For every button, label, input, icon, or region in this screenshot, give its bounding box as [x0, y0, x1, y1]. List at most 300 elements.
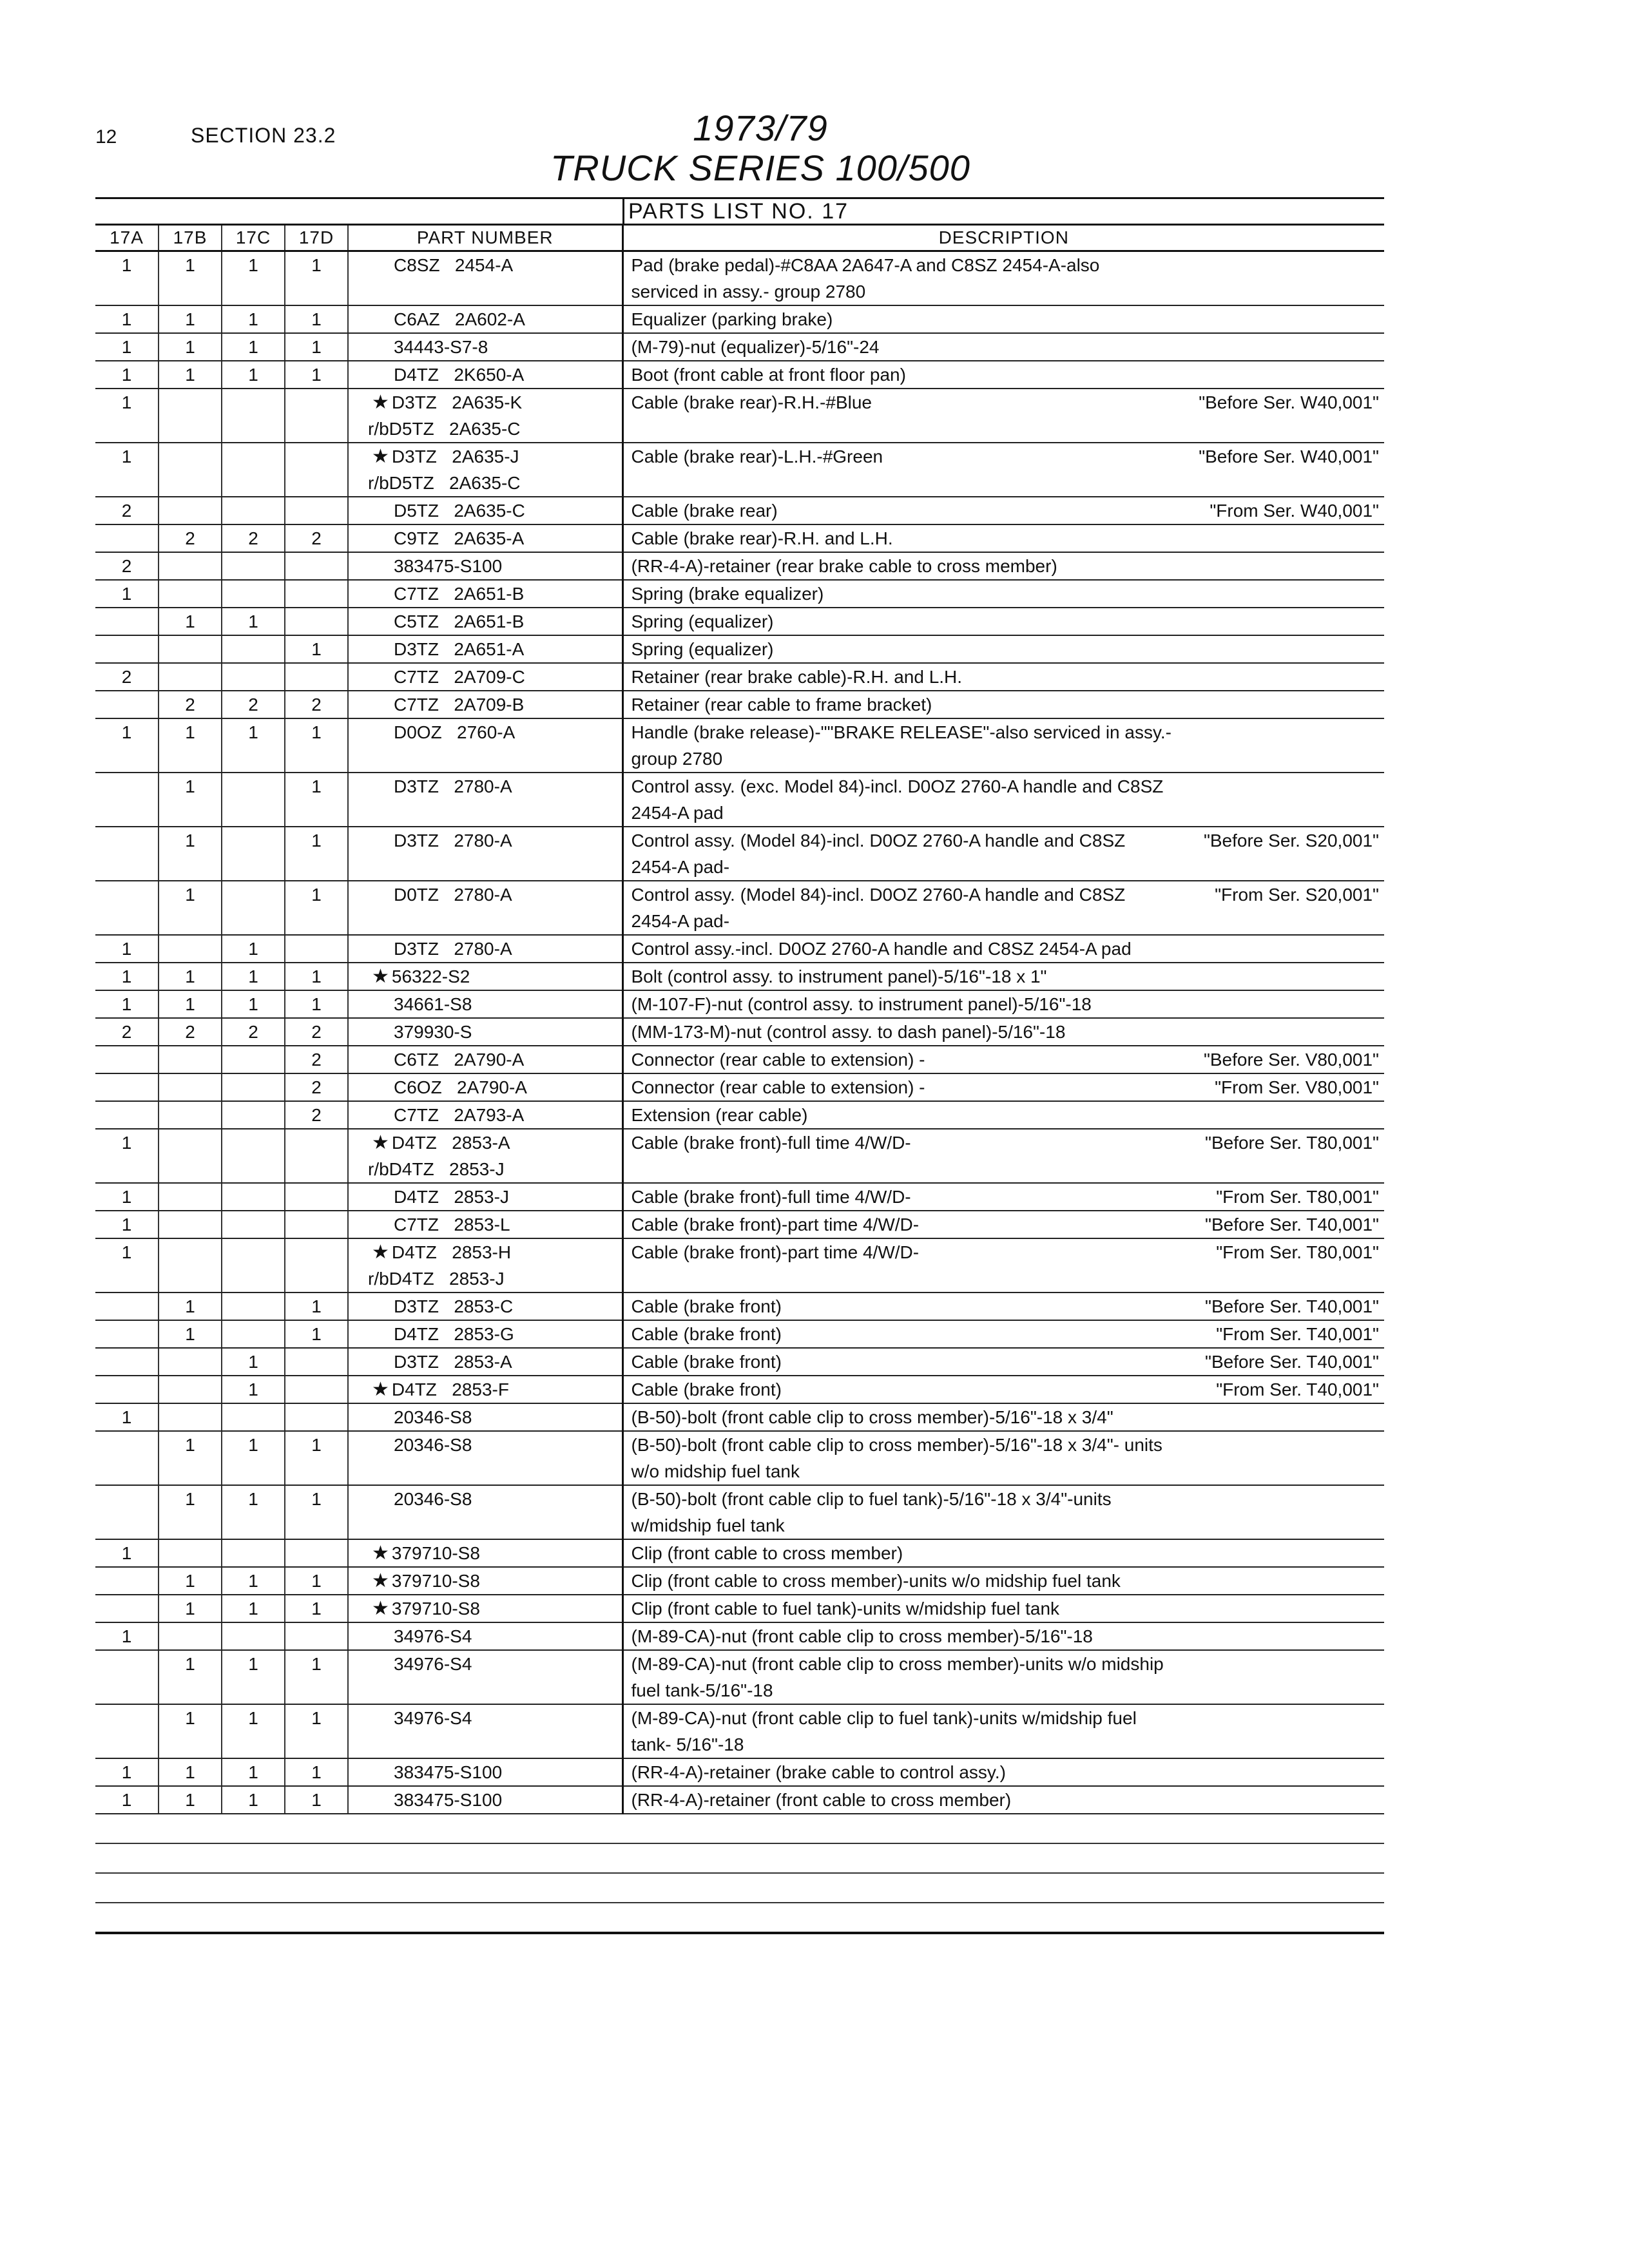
serial-note: "From Ser. T80,001": [1216, 1187, 1379, 1207]
quantity-cell: [222, 443, 285, 497]
part-number-cell: [348, 1622, 622, 1650]
table-row: [95, 1595, 1384, 1622]
description-cell: [622, 1018, 1384, 1046]
quantity-cell: 1: [285, 251, 348, 306]
description-text: (RR-4-A)-retainer (brake cable to control assy.): [631, 1762, 1006, 1782]
quantity-cell: [95, 1704, 159, 1758]
description-cell: [622, 1704, 1384, 1758]
quantity-cell: 1: [95, 963, 159, 990]
table-row: [95, 1211, 1384, 1238]
blank-rule: [95, 1814, 1384, 1844]
description-text: Control assy.-incl. D0OZ 2760-A handle and C8SZ 2454-A pad: [631, 939, 1132, 959]
quantity-cell: [222, 1129, 285, 1183]
serial-note: "Before Ser. T80,001": [1205, 1133, 1379, 1153]
part-number: D4TZ 2853-A: [391, 1133, 510, 1153]
description-text: Cable (brake rear): [631, 501, 778, 521]
description-cell: [622, 1403, 1384, 1431]
part-number-cell: [348, 1403, 622, 1431]
quantity-cell: 1: [222, 1704, 285, 1758]
quantity-cell: 1: [159, 333, 222, 361]
quantity-cell: [285, 935, 348, 963]
quantity-cell: 1: [222, 1485, 285, 1539]
part-number-cell: [348, 497, 622, 524]
quantity-cell: 2: [222, 691, 285, 718]
part-number: D4TZ 2853-J: [394, 1187, 509, 1207]
part-number-cell: [348, 881, 622, 935]
description-cell: [622, 663, 1384, 691]
quantity-cell: 1: [222, 718, 285, 773]
description-text: (M-107-F)-nut (control assy. to instrument panel)-5/16"-18: [631, 994, 1092, 1014]
description-text: Cable (brake front)-full time 4/W/D-: [631, 1133, 911, 1153]
part-number-cell: [348, 552, 622, 580]
description-text: (MM-173-M)-nut (control assy. to dash panel)-5/16"-18: [631, 1022, 1066, 1042]
description-text: Extension (rear cable): [631, 1105, 808, 1125]
quantity-cell: 1: [285, 881, 348, 935]
quantity-cell: [95, 1101, 159, 1129]
quantity-cell: [222, 1238, 285, 1293]
quantity-cell: [285, 663, 348, 691]
quantity-cell: 1: [159, 773, 222, 827]
part-number: D3TZ 2A635-J: [391, 447, 519, 466]
quantity-cell: 1: [95, 1539, 159, 1567]
part-number-cell: [348, 524, 622, 552]
serial-note: "From Ser. W40,001": [1210, 501, 1379, 521]
quantity-cell: 1: [159, 1567, 222, 1595]
table-row: [95, 1129, 1384, 1183]
quantity-cell: 2: [159, 1018, 222, 1046]
part-number: C9TZ 2A635-A: [394, 528, 525, 548]
section-label: SECTION 23.2: [191, 124, 336, 147]
quantity-cell: 2: [95, 1018, 159, 1046]
part-number: 383475-S100: [394, 1762, 503, 1782]
serial-note: "From Ser. V80,001": [1215, 1077, 1379, 1097]
description-text: Equalizer (parking brake): [631, 309, 833, 329]
table-row: [95, 1622, 1384, 1650]
quantity-cell: [222, 580, 285, 608]
part-number-cell: [348, 1786, 622, 1814]
table-row: [95, 389, 1384, 443]
table-row: [95, 718, 1384, 773]
quantity-cell: 1: [285, 1485, 348, 1539]
part-number: D4TZ 2853-G: [394, 1324, 514, 1344]
quantity-cell: 1: [159, 361, 222, 389]
part-number-cell: [348, 1183, 622, 1211]
description-text: Connector (rear cable to extension) -: [631, 1077, 925, 1097]
quantity-cell: 1: [95, 935, 159, 963]
quantity-cell: [222, 1539, 285, 1567]
table-row: [95, 552, 1384, 580]
part-number: C7TZ 2853-L: [394, 1215, 510, 1235]
quantity-cell: [222, 1073, 285, 1101]
serial-note: "Before Ser. V80,001": [1203, 1050, 1379, 1070]
quantity-cell: [222, 663, 285, 691]
quantity-cell: [159, 1238, 222, 1293]
table-row: [95, 1567, 1384, 1595]
table-row: [95, 1704, 1384, 1758]
part-number-cell: [348, 773, 622, 827]
quantity-cell: 1: [159, 1431, 222, 1485]
quantity-cell: [285, 1403, 348, 1431]
description-text: Control assy. (Model 84)-incl. D0OZ 2760-A handle and C8SZ 2454-A pad-: [631, 831, 1126, 877]
star-icon: ★: [372, 1570, 389, 1591]
quantity-cell: [222, 1622, 285, 1650]
serial-note: "From Ser. S20,001": [1215, 885, 1379, 905]
quantity-cell: 2: [222, 1018, 285, 1046]
quantity-cell: [159, 497, 222, 524]
description-cell: [622, 361, 1384, 389]
part-number: 20346-S8: [394, 1407, 472, 1427]
table-row: [95, 827, 1384, 881]
part-number: D4TZ 2853-H: [391, 1242, 512, 1262]
description-cell: [622, 1238, 1384, 1293]
description-cell: [622, 1073, 1384, 1101]
description-cell: [622, 1046, 1384, 1073]
part-number: D5TZ 2A635-C: [394, 501, 525, 521]
description-text: Cable (brake front): [631, 1324, 782, 1344]
quantity-cell: 2: [95, 552, 159, 580]
column-header: DESCRIPTION: [622, 225, 1384, 251]
part-number: C6TZ 2A790-A: [394, 1050, 525, 1070]
quantity-cell: 2: [222, 524, 285, 552]
description-cell: [622, 1320, 1384, 1348]
quantity-cell: 2: [285, 1046, 348, 1073]
part-number: D3TZ 2A635-K: [391, 392, 523, 412]
quantity-cell: [159, 935, 222, 963]
part-number-cell: [348, 1539, 622, 1567]
quantity-cell: [159, 1129, 222, 1183]
star-icon: ★: [372, 1379, 389, 1400]
part-number: D3TZ 2853-C: [394, 1296, 514, 1316]
quantity-cell: 1: [222, 251, 285, 306]
serial-note: "From Ser. T40,001": [1216, 1324, 1379, 1344]
description-cell: [622, 881, 1384, 935]
part-number: 383475-S100: [394, 556, 503, 576]
quantity-cell: [222, 1211, 285, 1238]
description-cell: [622, 1431, 1384, 1485]
title-years: 1973/79: [693, 108, 828, 148]
quantity-cell: [95, 1567, 159, 1595]
description-cell: [622, 1622, 1384, 1650]
quantity-cell: [285, 443, 348, 497]
quantity-cell: [159, 1376, 222, 1403]
quantity-cell: [285, 1622, 348, 1650]
quantity-cell: 1: [159, 305, 222, 333]
part-number-cell: [348, 389, 622, 443]
part-number: 34443-S7-8: [394, 337, 488, 357]
table-row: [95, 773, 1384, 827]
part-number-cell: [348, 1758, 622, 1786]
part-number-cell: [348, 443, 622, 497]
quantity-cell: [159, 663, 222, 691]
quantity-cell: 1: [159, 1650, 222, 1704]
description-cell: [622, 1211, 1384, 1238]
quantity-cell: [222, 1403, 285, 1431]
quantity-cell: [159, 1101, 222, 1129]
description-cell: [622, 963, 1384, 990]
quantity-cell: [222, 1046, 285, 1073]
quantity-cell: 1: [222, 1431, 285, 1485]
quantity-cell: 1: [285, 718, 348, 773]
quantity-cell: [222, 1183, 285, 1211]
quantity-cell: 1: [95, 443, 159, 497]
table-row: [95, 524, 1384, 552]
table-row: [95, 251, 1384, 306]
table-row: [95, 1403, 1384, 1431]
quantity-cell: 1: [222, 305, 285, 333]
part-number-cell: [348, 1485, 622, 1539]
part-number: D0TZ 2780-A: [394, 885, 512, 905]
part-number: 379930-S: [394, 1022, 472, 1042]
part-number: C5TZ 2A651-B: [394, 611, 525, 631]
description-text: Clip (front cable to cross member)-units w/o midship fuel tank: [631, 1571, 1121, 1591]
description-cell: [622, 1129, 1384, 1183]
description-text: (M-89-CA)-nut (front cable clip to fuel tank)-units w/midship fuel tank- 5/16"-18: [631, 1708, 1137, 1754]
quantity-cell: 1: [222, 1650, 285, 1704]
quantity-cell: [222, 827, 285, 881]
part-number: C7TZ 2A709-B: [394, 695, 525, 715]
part-number-cell: [348, 635, 622, 663]
quantity-cell: 1: [285, 1758, 348, 1786]
part-number-cell: [348, 305, 622, 333]
quantity-cell: 2: [285, 691, 348, 718]
quantity-cell: 1: [95, 389, 159, 443]
description-cell: [622, 1101, 1384, 1129]
quantity-cell: 1: [95, 1622, 159, 1650]
part-number-cell: [348, 608, 622, 635]
quantity-cell: 1: [95, 361, 159, 389]
part-number-cell: [348, 963, 622, 990]
part-number-cell: [348, 1595, 622, 1622]
part-number: D4TZ 2K650-A: [394, 365, 525, 385]
quantity-cell: [95, 691, 159, 718]
quantity-cell: 1: [285, 1650, 348, 1704]
quantity-cell: [159, 1183, 222, 1211]
part-number-cell: [348, 990, 622, 1018]
quantity-cell: 1: [285, 305, 348, 333]
description-cell: [622, 389, 1384, 443]
quantity-cell: [222, 635, 285, 663]
quantity-cell: 1: [95, 305, 159, 333]
quantity-cell: [222, 552, 285, 580]
quantity-cell: 1: [95, 1129, 159, 1183]
table-row: [95, 1238, 1384, 1293]
serial-note: "Before Ser. T40,001": [1205, 1352, 1379, 1372]
table-row: [95, 635, 1384, 663]
quantity-cell: [95, 1650, 159, 1704]
quantity-cell: 1: [222, 1376, 285, 1403]
quantity-cell: 1: [222, 935, 285, 963]
description-text: Cable (brake front): [631, 1379, 782, 1399]
quantity-cell: 1: [285, 963, 348, 990]
quantity-cell: [285, 497, 348, 524]
header-row: [95, 225, 1384, 251]
part-number: 34976-S4: [394, 1708, 472, 1728]
description-cell: [622, 497, 1384, 524]
quantity-cell: [159, 1046, 222, 1073]
description-cell: [622, 1348, 1384, 1376]
quantity-cell: 2: [95, 497, 159, 524]
serial-note: "Before Ser. S20,001": [1203, 831, 1379, 850]
description-text: (M-89-CA)-nut (front cable clip to cross member)-units w/o midship fuel tank-5/16"-18: [631, 1654, 1164, 1700]
part-number-cell: [348, 1431, 622, 1485]
quantity-cell: [285, 1183, 348, 1211]
quantity-cell: [285, 1348, 348, 1376]
table-row: [95, 443, 1384, 497]
description-text: Retainer (rear cable to frame bracket): [631, 695, 932, 715]
description-cell: [622, 635, 1384, 663]
description-cell: [622, 580, 1384, 608]
table-row: [95, 497, 1384, 524]
quantity-cell: 1: [159, 718, 222, 773]
table-row: [95, 1786, 1384, 1814]
quantity-cell: 1: [222, 1595, 285, 1622]
quantity-cell: [95, 1046, 159, 1073]
description-text: (B-50)-bolt (front cable clip to cross member)-5/16"-18 x 3/4": [631, 1407, 1113, 1427]
part-number: D3TZ 2780-A: [394, 776, 512, 796]
quantity-cell: [285, 1539, 348, 1567]
part-number: D0OZ 2760-A: [394, 722, 516, 742]
replaced-by-part-number: r/bD4TZ 2853-J: [368, 1159, 505, 1179]
description-text: Spring (brake equalizer): [631, 584, 824, 604]
quantity-cell: 1: [159, 1595, 222, 1622]
parts-table: [95, 224, 1384, 1814]
column-header: PART NUMBER: [348, 225, 622, 251]
description-cell: [622, 1376, 1384, 1403]
column-header: 17D: [285, 225, 348, 251]
quantity-cell: [95, 524, 159, 552]
quantity-cell: 1: [285, 333, 348, 361]
description-cell: [622, 1595, 1384, 1622]
part-number: D3TZ 2A651-A: [394, 639, 525, 659]
quantity-cell: 1: [285, 1786, 348, 1814]
serial-note: "Before Ser. W40,001": [1199, 447, 1379, 466]
quantity-cell: [159, 1073, 222, 1101]
description-text: (RR-4-A)-retainer (rear brake cable to cross member): [631, 556, 1057, 576]
table-row: [95, 691, 1384, 718]
description-text: (B-50)-bolt (front cable clip to fuel tank)-5/16"-18 x 3/4"-units w/midship fuel tank: [631, 1489, 1112, 1535]
part-number-cell: [348, 1018, 622, 1046]
quantity-cell: [159, 580, 222, 608]
part-number: 34976-S4: [394, 1626, 472, 1646]
quantity-cell: 1: [285, 1431, 348, 1485]
description-text: Cable (brake front)-part time 4/W/D-: [631, 1242, 920, 1262]
part-number: 34661-S8: [394, 994, 472, 1014]
part-number-cell: [348, 1211, 622, 1238]
table-row: [95, 305, 1384, 333]
quantity-cell: [95, 1293, 159, 1320]
quantity-cell: 2: [95, 663, 159, 691]
quantity-cell: 1: [159, 608, 222, 635]
quantity-cell: 1: [285, 827, 348, 881]
quantity-cell: [95, 1485, 159, 1539]
quantity-cell: [222, 1320, 285, 1348]
description-text: Pad (brake pedal)-#C8AA 2A647-A and C8SZ 2454-A-also serviced in assy.- group 2780: [631, 255, 1100, 302]
part-number-cell: [348, 935, 622, 963]
quantity-cell: 1: [159, 1485, 222, 1539]
description-cell: [622, 1758, 1384, 1786]
part-number: C8SZ 2454-A: [394, 255, 514, 275]
quantity-cell: 1: [95, 251, 159, 306]
table-row: [95, 608, 1384, 635]
description-text: Retainer (rear brake cable)-R.H. and L.H.: [631, 667, 963, 687]
quantity-cell: [159, 1622, 222, 1650]
quantity-cell: [95, 635, 159, 663]
table-row: [95, 1539, 1384, 1567]
description-cell: [622, 827, 1384, 881]
column-header: 17A: [95, 225, 159, 251]
quantity-cell: 1: [95, 1786, 159, 1814]
description-cell: [622, 524, 1384, 552]
quantity-cell: 1: [285, 773, 348, 827]
quantity-cell: 1: [159, 1704, 222, 1758]
table-row: [95, 1183, 1384, 1211]
quantity-cell: [159, 635, 222, 663]
table-row: [95, 1650, 1384, 1704]
serial-note: "Before Ser. T40,001": [1205, 1215, 1379, 1235]
description-text: Spring (equalizer): [631, 611, 774, 631]
quantity-cell: 1: [285, 1567, 348, 1595]
quantity-cell: [159, 389, 222, 443]
part-number: 383475-S100: [394, 1790, 503, 1810]
table-row: [95, 580, 1384, 608]
description-text: Cable (brake rear)-R.H.-#Blue: [631, 392, 872, 412]
table-row: [95, 963, 1384, 990]
quantity-cell: [285, 1376, 348, 1403]
table-row: [95, 935, 1384, 963]
quantity-cell: 1: [222, 1786, 285, 1814]
part-number: 379710-S8: [391, 1599, 480, 1619]
quantity-cell: 1: [159, 990, 222, 1018]
quantity-cell: [222, 1101, 285, 1129]
part-number-cell: [348, 1129, 622, 1183]
quantity-cell: [95, 1348, 159, 1376]
description-text: Cable (brake front)-part time 4/W/D-: [631, 1215, 920, 1235]
description-cell: [622, 608, 1384, 635]
part-number-cell: [348, 1293, 622, 1320]
replaced-by-part-number: r/bD5TZ 2A635-C: [368, 419, 521, 439]
quantity-cell: [159, 1211, 222, 1238]
quantity-cell: 1: [95, 718, 159, 773]
description-cell: [622, 552, 1384, 580]
part-number: 379710-S8: [391, 1543, 480, 1563]
table-row: [95, 1320, 1384, 1348]
part-number: C7TZ 2A793-A: [394, 1105, 525, 1125]
quantity-cell: 1: [285, 361, 348, 389]
quantity-cell: [285, 608, 348, 635]
part-number: D3TZ 2853-A: [394, 1352, 512, 1372]
star-icon: ★: [372, 1542, 389, 1564]
description-text: Cable (brake front)-full time 4/W/D-: [631, 1187, 911, 1207]
part-number: 34976-S4: [394, 1654, 472, 1674]
quantity-cell: 2: [285, 1101, 348, 1129]
description-cell: [622, 251, 1384, 306]
part-number-cell: [348, 1348, 622, 1376]
quantity-cell: [95, 1431, 159, 1485]
table-row: [95, 663, 1384, 691]
part-number-cell: [348, 251, 622, 306]
description-text: Bolt (control assy. to instrument panel)-5/16"-18 x 1": [631, 966, 1047, 986]
part-number-cell: [348, 827, 622, 881]
part-number-cell: [348, 1238, 622, 1293]
quantity-cell: 1: [159, 963, 222, 990]
quantity-cell: 2: [285, 1073, 348, 1101]
quantity-cell: 1: [222, 333, 285, 361]
quantity-cell: 2: [285, 524, 348, 552]
quantity-cell: [222, 497, 285, 524]
description-text: (RR-4-A)-retainer (front cable to cross member): [631, 1790, 1012, 1810]
quantity-cell: 1: [159, 1320, 222, 1348]
description-cell: [622, 305, 1384, 333]
